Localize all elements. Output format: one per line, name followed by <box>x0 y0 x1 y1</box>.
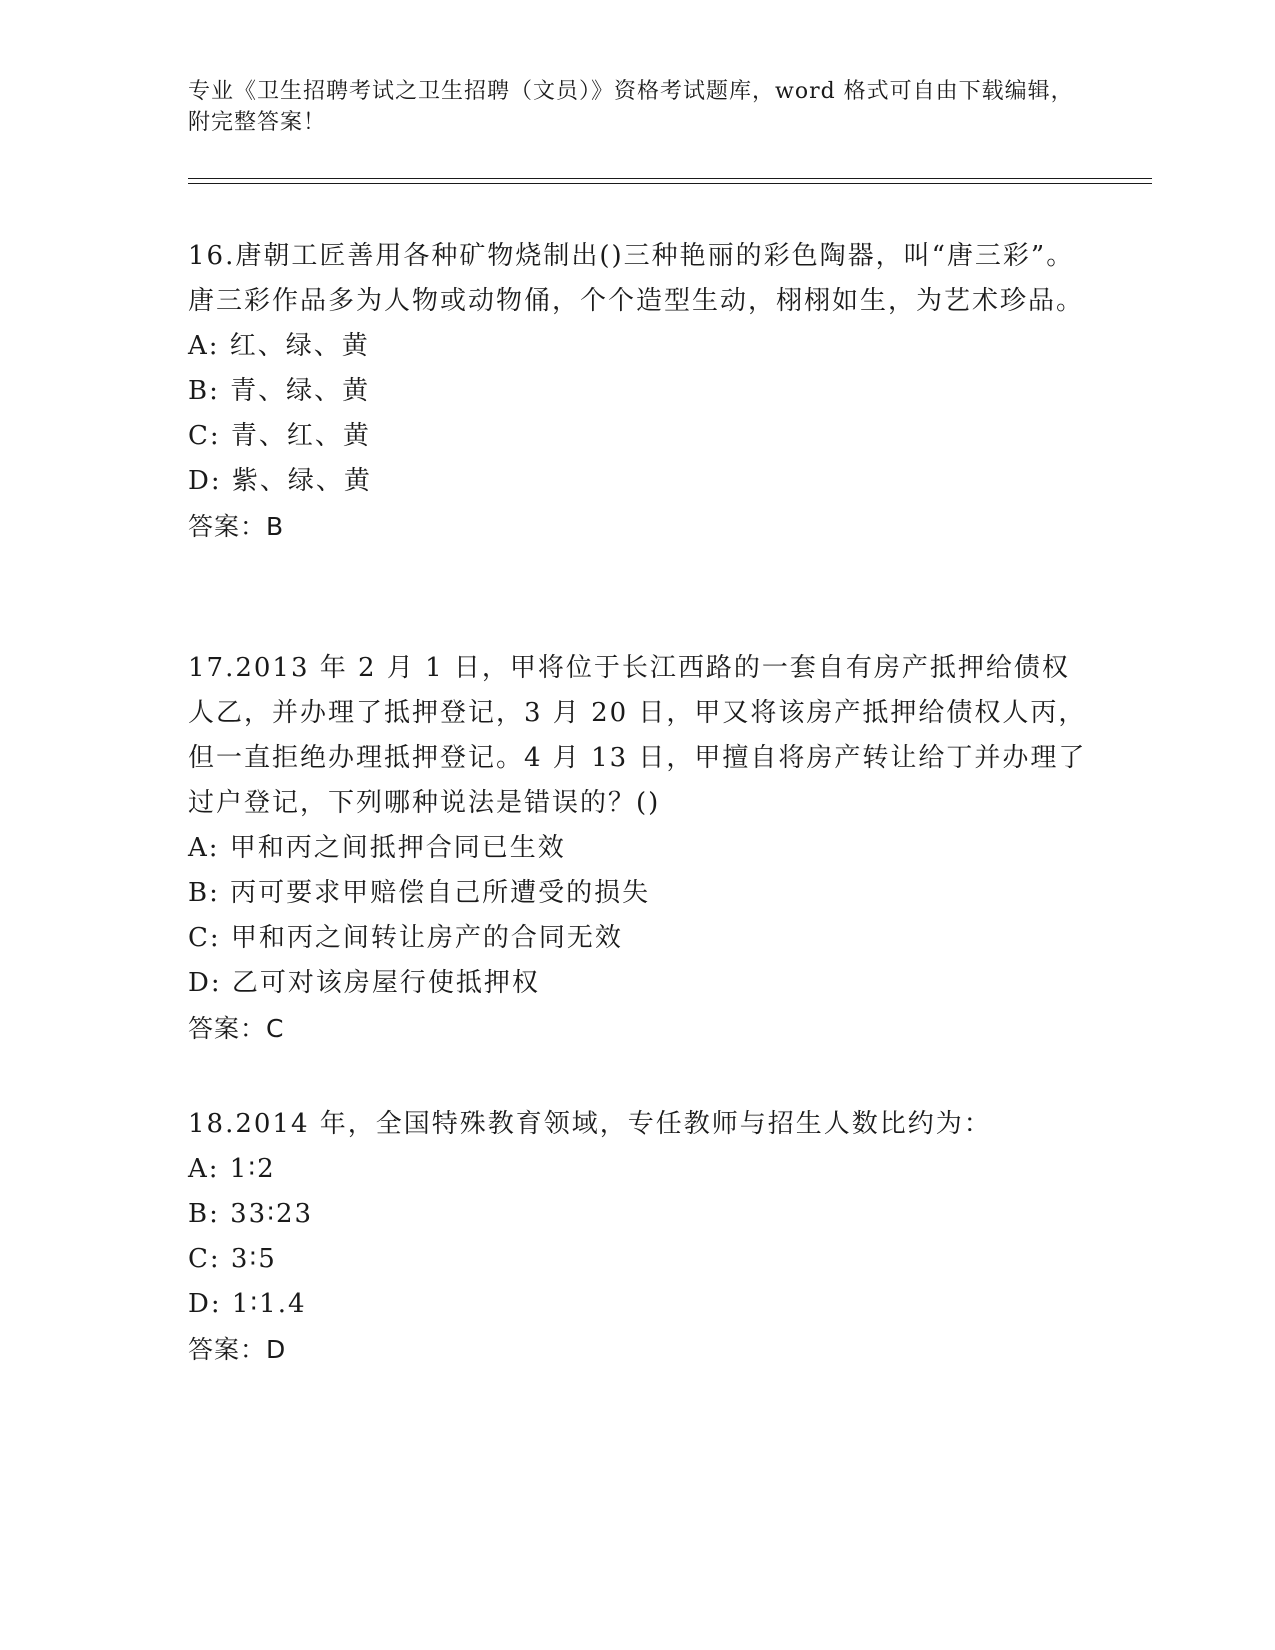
question-17 <box>188 646 1088 1051</box>
option-d: D: 乙可对该房屋行使抵押权 <box>188 968 540 998</box>
option-a: A: 红、绿、黄 <box>188 331 370 361</box>
question-16 <box>188 234 1088 549</box>
answer-line: 答案：C <box>188 1014 285 1043</box>
option-b: B: 青、绿、黄 <box>188 376 371 406</box>
option-a: A: 1∶2 <box>188 1154 276 1184</box>
option-b: B: 丙可要求甲赔偿自己所遭受的损失 <box>188 878 651 908</box>
option-c: C: 甲和丙之间转让房产的合同无效 <box>188 923 623 953</box>
question-stem: 17.2013 年 2 月 1 日，甲将位于长江西路的一套自有房产抵押给债权人乙，并办理了抵押登记，3 月 20 日，甲又将该房产抵押给债权人丙，但一直拒绝办理抵押登记。4 月 13 日，甲擅自将房产转让给丁并办理了过户登记，下列哪种说法是错误的？() <box>188 653 1087 818</box>
question-18 <box>188 1102 1088 1372</box>
option-b: B: 33∶23 <box>188 1199 314 1229</box>
answer-line: 答案：D <box>188 1335 287 1364</box>
header-divider-bottom <box>188 183 1152 184</box>
option-c: C: 青、红、黄 <box>188 421 371 451</box>
option-d: D: 紫、绿、黄 <box>188 466 372 496</box>
question-stem: 16.唐朝工匠善用各种矿物烧制出()三种艳丽的彩色陶器，叫“唐三彩”。唐三彩作品多为人物或动物俑，个个造型生动，栩栩如生，为艺术珍品。 <box>188 241 1085 316</box>
option-a: A: 甲和丙之间抵押合同已生效 <box>188 833 566 863</box>
header-divider-top <box>188 178 1152 179</box>
question-stem: 18.2014 年，全国特殊教育领域，专任教师与招生人数比约为： <box>188 1109 992 1139</box>
answer-line: 答案：B <box>188 512 285 541</box>
document-header: 专业《卫生招聘考试之卫生招聘（文员）》资格考试题库，word 格式可自由下载编辑，附完整答案！ <box>188 79 1074 135</box>
option-d: D: 1∶1.4 <box>188 1289 307 1319</box>
option-c: C: 3∶5 <box>188 1244 277 1274</box>
